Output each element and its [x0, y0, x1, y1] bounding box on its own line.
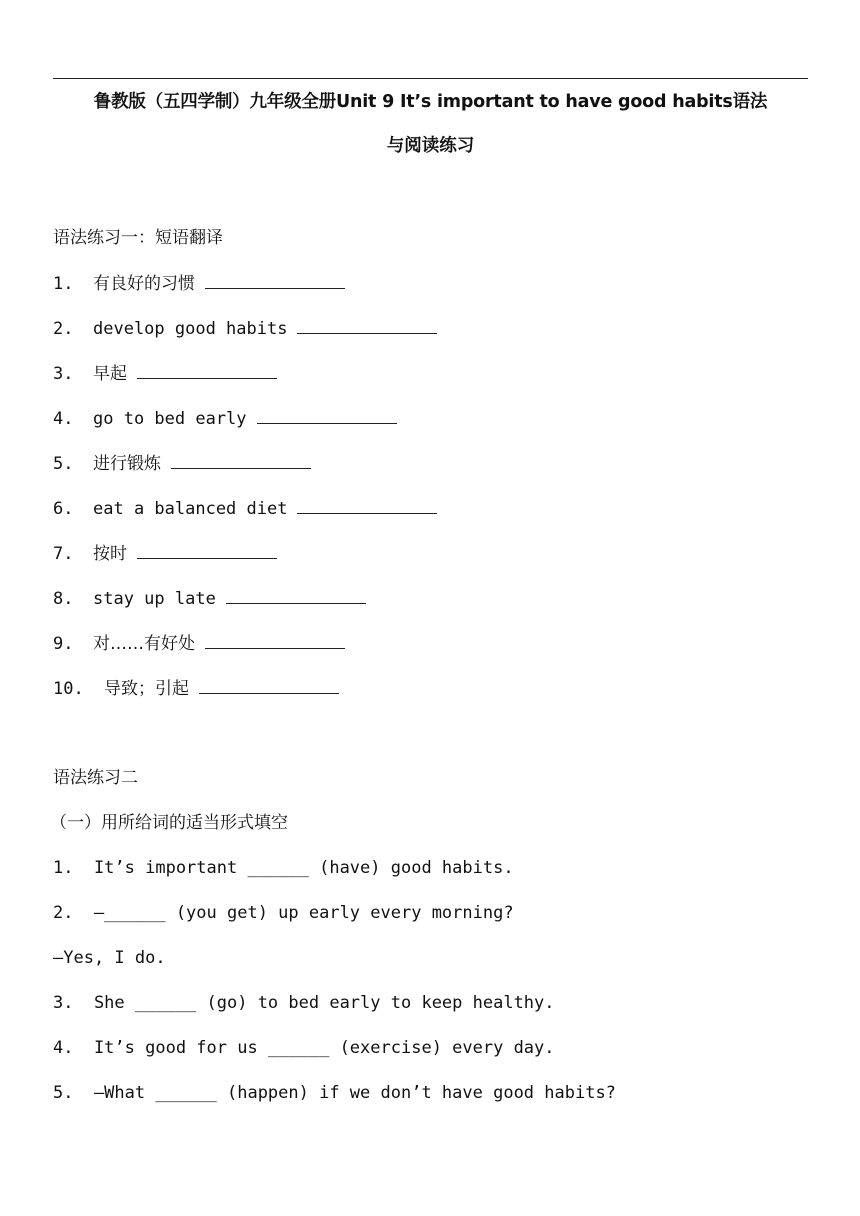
exercise1-item: [53, 586, 366, 611]
answer-blank[interactable]: [137, 541, 277, 559]
item-text: 进行锻炼: [93, 454, 161, 474]
item-text: go to bed early: [93, 409, 247, 429]
item-number: 9.: [53, 634, 74, 654]
answer-blank[interactable]: [137, 361, 277, 379]
answer-blank[interactable]: [205, 271, 345, 289]
exercise1-item: [53, 496, 437, 521]
item-text: 按时: [93, 544, 127, 564]
item-number: 2.: [53, 319, 74, 339]
exercise2-subheading: （一）用所给词的适当形式填空: [50, 813, 288, 833]
answer-blank[interactable]: [205, 631, 345, 649]
exercise1-item: [53, 406, 397, 431]
answer-blank[interactable]: [199, 676, 339, 694]
exercise1-item: [53, 361, 277, 386]
item-number: 8.: [53, 589, 74, 609]
exercise1-heading: 语法练习一：短语翻译: [53, 228, 223, 248]
exercise1-item: [53, 316, 437, 341]
item-text: 早起: [93, 364, 127, 384]
exercise2-line: 2. —______ (you get) up early every morning?: [53, 903, 514, 923]
item-text: stay up late: [93, 589, 216, 609]
header-rule: [53, 78, 808, 79]
exercise2-line: 5. —What ______ (happen) if we don’t have good habits?: [53, 1083, 616, 1103]
document-title: 鲁教版（五四学制）九年级全册Unit 9 It’s important to have good habits语法: [93, 92, 768, 112]
answer-blank[interactable]: [297, 316, 437, 334]
item-number: 10.: [53, 679, 84, 699]
answer-blank[interactable]: [171, 451, 311, 469]
exercise1-item: [53, 451, 311, 476]
exercise2-line: 1. It’s important ______ (have) good habits.: [53, 858, 514, 878]
document-title-line-2: 与阅读练习: [386, 136, 475, 156]
exercise1-item: [53, 541, 277, 566]
exercise2-line: 3. She ______ (go) to bed early to keep healthy.: [53, 993, 555, 1013]
exercise2-heading: 语法练习二: [53, 768, 138, 788]
answer-blank[interactable]: [226, 586, 366, 604]
exercise1-item: [53, 631, 345, 656]
item-text: 对……有好处: [93, 634, 195, 654]
exercise1-item: [53, 271, 345, 296]
exercise2-line: —Yes, I do.: [53, 948, 166, 968]
item-text: 有良好的习惯: [93, 274, 195, 294]
answer-blank[interactable]: [257, 406, 397, 424]
item-text: develop good habits: [93, 319, 288, 339]
exercise2-line: 4. It’s good for us ______ (exercise) every day.: [53, 1038, 555, 1058]
item-number: 6.: [53, 499, 74, 519]
answer-blank[interactable]: [297, 496, 437, 514]
item-number: 4.: [53, 409, 74, 429]
exercise1-item: [53, 676, 339, 701]
item-number: 5.: [53, 454, 74, 474]
item-number: 1.: [53, 274, 74, 294]
item-text: eat a balanced diet: [93, 499, 288, 519]
item-number: 3.: [53, 364, 74, 384]
item-number: 7.: [53, 544, 74, 564]
item-text: 导致；引起: [104, 679, 189, 699]
